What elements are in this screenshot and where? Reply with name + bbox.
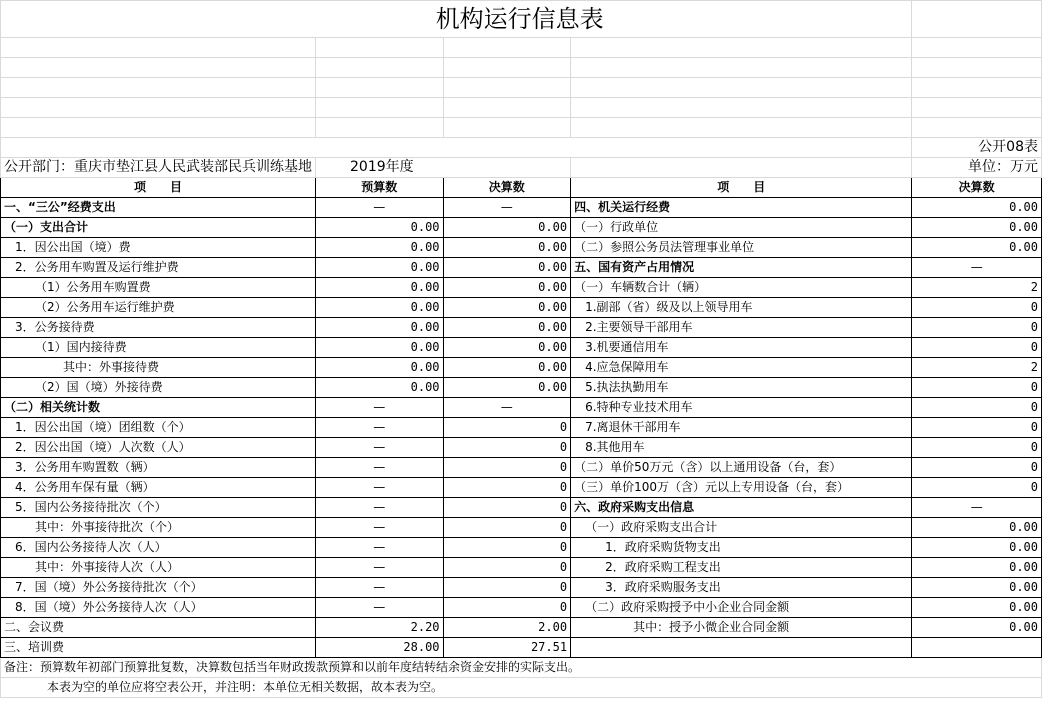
row-budget: 0.00: [316, 258, 444, 278]
row-final: —: [443, 198, 571, 218]
header-item-right: 项 目: [571, 178, 912, 198]
table-row: [1, 238, 1042, 258]
row-final-right: 0: [912, 398, 1042, 418]
row-final-right: 0.00: [912, 538, 1042, 558]
row-final: 0: [443, 438, 571, 458]
row-final-right: 0: [912, 318, 1042, 338]
row-final: 0.00: [443, 218, 571, 238]
table-row: [1, 418, 1042, 438]
row-item-right: 五、国有资产占用情况: [571, 258, 912, 278]
row-item-left: 7．国（境）外公务接待批次（个）: [1, 578, 316, 598]
table-row: [1, 398, 1042, 418]
row-budget: —: [316, 518, 444, 538]
note-line-1: 备注：预算数年初部门预算批复数，决算数包括当年财政拨款预算和以前年度结转结余资金安排的实际支出。: [1, 658, 1042, 678]
table-row: [1, 438, 1042, 458]
row-final: 0: [443, 578, 571, 598]
row-item-right: 2.主要领导干部用车: [571, 318, 912, 338]
row-final-right: 0.00: [912, 238, 1042, 258]
row-item-right: 四、机关运行经费: [571, 198, 912, 218]
row-item-left: 其中：外事接待人次（人）: [1, 558, 316, 578]
row-final: 0: [443, 458, 571, 478]
row-item-left: （一）支出合计: [1, 218, 316, 238]
row-budget: —: [316, 398, 444, 418]
table-row: [1, 318, 1042, 338]
row-final-right: 0.00: [912, 558, 1042, 578]
row-item-left: 一、“三公”经费支出: [1, 198, 316, 218]
row-item-left: （2）国（境）外接待费: [1, 378, 316, 398]
row-item-right: 3．政府采购服务支出: [571, 578, 912, 598]
row-budget: 0.00: [316, 378, 444, 398]
row-final-right: 2: [912, 278, 1042, 298]
row-budget: —: [316, 558, 444, 578]
row-budget: 2.20: [316, 618, 444, 638]
row-final-right: 0.00: [912, 518, 1042, 538]
row-budget: 0.00: [316, 298, 444, 318]
row-final: 0.00: [443, 238, 571, 258]
row-final: 27.51: [443, 638, 571, 658]
row-budget: 0.00: [316, 218, 444, 238]
row-item-left: 4．公务用车保有量（辆）: [1, 478, 316, 498]
row-item-right: （二）政府采购授予中小企业合同金额: [571, 598, 912, 618]
row-budget: 28.00: [316, 638, 444, 658]
table-row: [1, 518, 1042, 538]
table-row: [1, 458, 1042, 478]
row-final-right: 0: [912, 298, 1042, 318]
row-item-left: 2．公务用车购置及运行维护费: [1, 258, 316, 278]
header-item: 项 目: [1, 178, 316, 198]
row-item-right: （一）行政单位: [571, 218, 912, 238]
row-final-right: 0.00: [912, 198, 1042, 218]
row-item-left: 6．国内公务接待人次（人）: [1, 538, 316, 558]
row-final: 0.00: [443, 278, 571, 298]
unit-label: 单位：万元: [912, 158, 1042, 178]
row-final: 0: [443, 518, 571, 538]
row-item-right: （二）单价50万元（含）以上通用设备（台，套）: [571, 458, 912, 478]
row-item-right: 3.机要通信用车: [571, 338, 912, 358]
row-final: 0: [443, 478, 571, 498]
row-final-right: 0.00: [912, 578, 1042, 598]
page-title: 机构运行信息表: [1, 1, 912, 38]
row-final-right: —: [912, 258, 1042, 278]
table-row: [1, 618, 1042, 638]
row-budget: —: [316, 478, 444, 498]
row-item-right: 1．政府采购货物支出: [571, 538, 912, 558]
department-label: 公开部门：重庆市垫江县人民武装部民兵训练基地: [1, 158, 316, 178]
row-item-left: 2．因公出国（境）人次数（人）: [1, 438, 316, 458]
row-final-right: 0.00: [912, 598, 1042, 618]
row-budget: —: [316, 538, 444, 558]
table-row: [1, 538, 1042, 558]
row-item-left: 3．公务用车购置数（辆）: [1, 458, 316, 478]
row-final-right: 0: [912, 378, 1042, 398]
row-budget: —: [316, 598, 444, 618]
row-final: 2.00: [443, 618, 571, 638]
row-final: 0: [443, 498, 571, 518]
row-item-left: （1）国内接待费: [1, 338, 316, 358]
row-budget: 0.00: [316, 318, 444, 338]
row-final: 0: [443, 418, 571, 438]
row-item-right: [571, 638, 912, 658]
table-row: [1, 258, 1042, 278]
row-budget: 0.00: [316, 278, 444, 298]
row-item-right: 6.特种专业技术用车: [571, 398, 912, 418]
row-item-left: 8．国（境）外公务接待人次（人）: [1, 598, 316, 618]
row-final-right: 2: [912, 358, 1042, 378]
table-row: [1, 498, 1042, 518]
row-budget: 0.00: [316, 358, 444, 378]
row-final: 0.00: [443, 358, 571, 378]
row-item-left: 1．因公出国（境）费: [1, 238, 316, 258]
row-budget: 0.00: [316, 238, 444, 258]
note-line-2: 本表为空的单位应将空表公开，并注明：本单位无相关数据，故本表为空。: [1, 678, 1042, 698]
row-budget: —: [316, 418, 444, 438]
row-final-right: 0: [912, 338, 1042, 358]
row-item-right: （一）车辆数合计（辆）: [571, 278, 912, 298]
row-final: 0.00: [443, 338, 571, 358]
row-final: 0.00: [443, 378, 571, 398]
table-row: [1, 378, 1042, 398]
row-item-left: （二）相关统计数: [1, 398, 316, 418]
row-item-right: （一）政府采购支出合计: [571, 518, 912, 538]
table-row: [1, 478, 1042, 498]
table-row: [1, 218, 1042, 238]
table-row: [1, 338, 1042, 358]
row-item-left: （2）公务用车运行维护费: [1, 298, 316, 318]
row-final: 0.00: [443, 318, 571, 338]
table-row: [1, 358, 1042, 378]
row-item-right: 4.应急保障用车: [571, 358, 912, 378]
row-item-right: 六、政府采购支出信息: [571, 498, 912, 518]
table-row: [1, 558, 1042, 578]
row-item-right: 7.离退休干部用车: [571, 418, 912, 438]
row-final-right: 0.00: [912, 618, 1042, 638]
row-item-left: 其中：外事接待费: [1, 358, 316, 378]
row-item-left: 三、培训费: [1, 638, 316, 658]
row-budget: 0.00: [316, 338, 444, 358]
row-final: 0: [443, 538, 571, 558]
table-row: [1, 578, 1042, 598]
row-item-right: 1.副部（省）级及以上领导用车: [571, 298, 912, 318]
row-item-right: 其中：授予小微企业合同金额: [571, 618, 912, 638]
row-budget: —: [316, 458, 444, 478]
form-code: 公开08表: [912, 138, 1042, 158]
row-final-right: 0: [912, 418, 1042, 438]
row-final-right: [912, 638, 1042, 658]
row-item-left: 1．因公出国（境）团组数（个）: [1, 418, 316, 438]
header-budget: 预算数: [316, 178, 444, 198]
row-budget: —: [316, 498, 444, 518]
fiscal-year: 2019年度: [316, 158, 571, 178]
row-item-left: （1）公务用车购置费: [1, 278, 316, 298]
row-budget: —: [316, 198, 444, 218]
row-item-right: （二）参照公务员法管理事业单位: [571, 238, 912, 258]
table-row: [1, 598, 1042, 618]
row-final-right: 0: [912, 438, 1042, 458]
table-row: [1, 638, 1042, 658]
row-final: 0.00: [443, 258, 571, 278]
row-final-right: 0: [912, 478, 1042, 498]
row-item-right: （三）单价100万（含）元以上专用设备（台，套）: [571, 478, 912, 498]
table-row: [1, 278, 1042, 298]
row-final: 0: [443, 558, 571, 578]
row-budget: —: [316, 578, 444, 598]
row-final-right: —: [912, 498, 1042, 518]
row-item-left: 其中：外事接待批次（个）: [1, 518, 316, 538]
row-item-left: 3．公务接待费: [1, 318, 316, 338]
table-row: [1, 298, 1042, 318]
row-item-right: 8.其他用车: [571, 438, 912, 458]
row-item-left: 二、会议费: [1, 618, 316, 638]
table-row: [1, 198, 1042, 218]
row-item-right: 2．政府采购工程支出: [571, 558, 912, 578]
header-final: 决算数: [443, 178, 571, 198]
row-item-right: 5.执法执勤用车: [571, 378, 912, 398]
header-final-right: 决算数: [912, 178, 1042, 198]
row-budget: —: [316, 438, 444, 458]
row-final-right: 0: [912, 458, 1042, 478]
row-item-left: 5．国内公务接待批次（个）: [1, 498, 316, 518]
row-final-right: 0.00: [912, 218, 1042, 238]
row-final: 0.00: [443, 298, 571, 318]
row-final: 0: [443, 598, 571, 618]
row-final: —: [443, 398, 571, 418]
